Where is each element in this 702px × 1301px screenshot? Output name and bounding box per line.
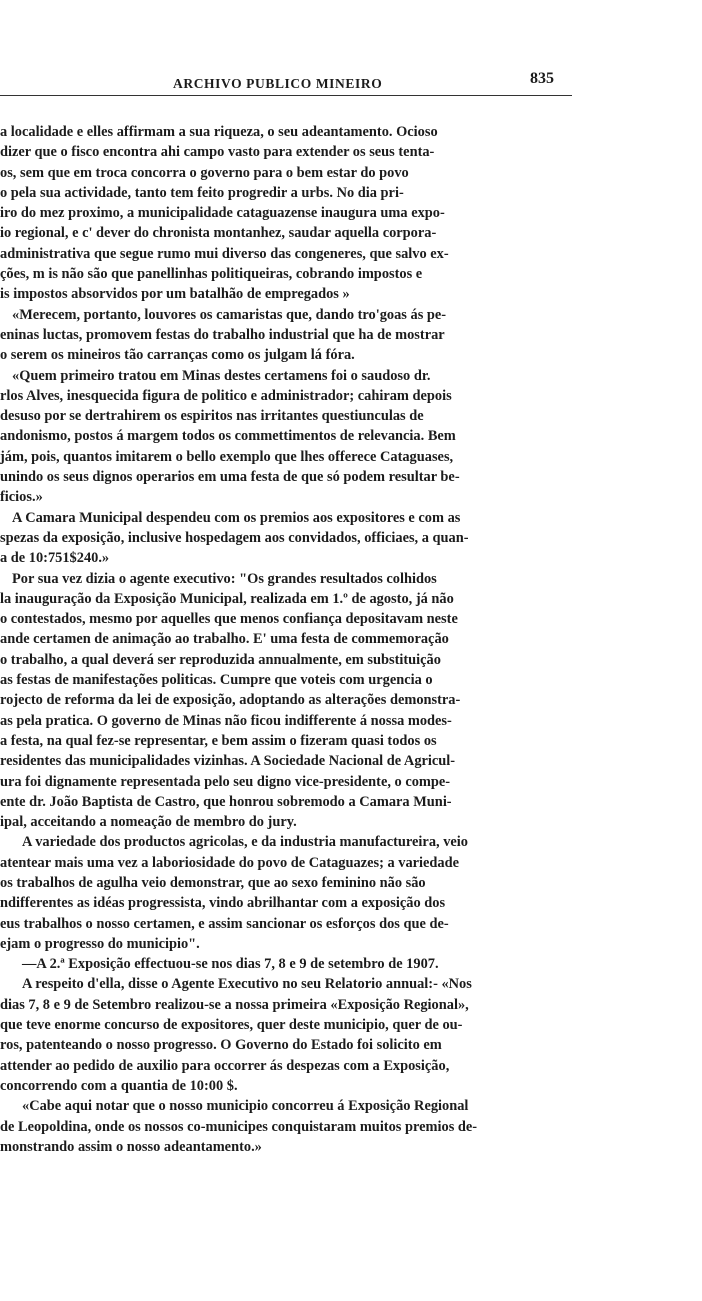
text-line: rlos Alves, inesquecida figura de politico e administrador; cahiram depois [0, 387, 452, 404]
text-line: a de 10:751$240.» [0, 550, 110, 567]
text-line: a festa, na qual fez-se representar, e bem assim o fizeram quasi todos os [0, 732, 437, 749]
text-line: ipal, acceitando a nomeação de membro do jury. [0, 814, 297, 831]
text-line: o trabalho, a qual deverá ser reproduzida annualmente, em substituição [0, 651, 441, 668]
text-line: dizer que o fisco encontra ahi campo vasto para extender os seus tenta- [0, 144, 435, 161]
text-line: ura foi dignamente representada pelo seu digno vice-presidente, o compe- [0, 773, 451, 790]
text-line: ndifferentes as idéas progressista, vindo abrilhantar com a exposição dos [0, 895, 446, 912]
text-line: iro do mez proximo, a municipalidade cataguazense inaugura uma expo- [0, 205, 445, 222]
text-line: ente dr. João Baptista de Castro, que honrou sobremodo a Camara Muni- [0, 793, 452, 810]
text-line: atentear mais uma vez a laboriosidade do povo de Cataguazes; a variedade [0, 854, 460, 871]
page-header [0, 70, 580, 100]
header-rule [0, 95, 572, 96]
text-line: rojecto de reforma da lei de exposição, adoptando as alterações demonstra- [0, 692, 461, 709]
text-line: «Cabe aqui notar que o nosso municipio concorreu á Exposição Regional [22, 1098, 469, 1115]
text-line: A variedade dos productos agricolas, e da industria manufactureira, veio [22, 834, 468, 851]
text-line: ejam o progresso do municipio". [0, 935, 200, 952]
text-line: monstrando assim o nosso adeantamento.» [0, 1138, 262, 1155]
text-line: de Leopoldina, onde os nossos co-municipes conquistaram muitos premios de- [0, 1118, 478, 1135]
text-line: desuso por se dertrahirem os espiritos nas irritantes questiunculas de [0, 408, 424, 425]
text-line: ções, m is não são que panellinhas politiqueiras, cobrando impostos e [0, 266, 423, 283]
text-line: eninas luctas, promovem festas do trabalho industrial que ha de mostrar [0, 326, 445, 343]
text-line: io regional, e c' dever do chronista montanhez, saudar aquella corpora- [0, 225, 437, 242]
text-line: os trabalhos de agulha veio demonstrar, que ao sexo feminino não são [0, 874, 426, 891]
text-line: «Merecem, portanto, louvores os camaristas que, dando tro'goas ás pe- [12, 306, 447, 323]
text-line: a localidade e elles affirmam a sua riqueza, o seu adeantamento. Ocioso [0, 124, 438, 140]
page-number: 835 [530, 70, 554, 87]
text-line: dias 7, 8 e 9 de Setembro realizou-se a nossa primeira «Exposição Regional», [0, 996, 469, 1013]
text-line: o serem os mineiros tão carranças como os julgam lá fóra. [0, 347, 355, 364]
text-line: A Camara Municipal despendeu com os premios aos expositores e com as [12, 509, 461, 526]
text-line: ficios.» [0, 489, 43, 506]
text-line: concorrendo com a quantia de 10:00 $. [0, 1077, 238, 1094]
text-line: o contestados, mesmo por aquelles que menos confiança depositavam neste [0, 611, 458, 628]
text-line: Por sua vez dizia o agente executivo: "Os grandes resultados colhidos [12, 570, 437, 587]
text-line: «Quem primeiro tratou em Minas destes certamens foi o saudoso dr. [12, 367, 431, 384]
text-line: unindo os seus dignos operarios em uma festa de que só podem resultar be- [0, 469, 460, 486]
text-line: que teve enorme concurso de expositores, quer deste municipio, quer de ou- [0, 1017, 463, 1034]
text-line: is impostos absorvidos por um batalhão de empregados » [0, 286, 350, 303]
text-line: spezas da exposição, inclusive hospedagem aos convidados, officiaes, a quan- [0, 529, 469, 546]
text-line: as pela pratica. O governo de Minas não ficou indifferente á nossa modes- [0, 712, 452, 729]
running-head: ARCHIVO PUBLICO MINEIRO [173, 76, 383, 91]
text-line: —A 2.ª Exposição effectuou-se nos dias 7, 8 e 9 de setembro de 1907. [22, 956, 439, 973]
text-line: eus trabalhos o nosso certamen, e assim sancionar os esforços dos que de- [0, 915, 449, 932]
text-line: os, sem que em troca concorra o governo para o bem estar do povo [0, 164, 409, 181]
text-line: ande certamen de animação ao trabalho. E' uma festa de commemoração [0, 631, 449, 648]
text-line: ros, patenteando o nosso progresso. O Governo do Estado foi solicito em [0, 1037, 442, 1054]
body-text [0, 122, 600, 1157]
text-line: andonismo, postos á margem todos os commettimentos de relevancia. Bem [0, 428, 456, 445]
text-line: la inauguração da Exposição Municipal, realizada em 1.º de agosto, já não [0, 590, 454, 607]
text-line: administrativa que segue rumo mui diverso das congeneres, que salvo ex- [0, 245, 449, 262]
text-line: A respeito d'ella, disse o Agente Executivo no seu Relatorio annual:- «Nos [22, 976, 472, 993]
text-line: jám, pois, quantos imitarem o bello exemplo que lhes offerece Cataguases, [0, 448, 454, 465]
text-line: o pela sua actividade, tanto tem feito progredir a urbs. No dia pri- [0, 184, 404, 201]
text-line: attender ao pedido de auxilio para occorrer ás despezas com a Exposição, [0, 1057, 450, 1074]
text-line: residentes das municipalidades vizinhas. A Sociedade Nacional de Agricul- [0, 753, 456, 770]
text-line: as festas de manifestações politicas. Cumpre que voteis com urgencia o [0, 672, 433, 689]
